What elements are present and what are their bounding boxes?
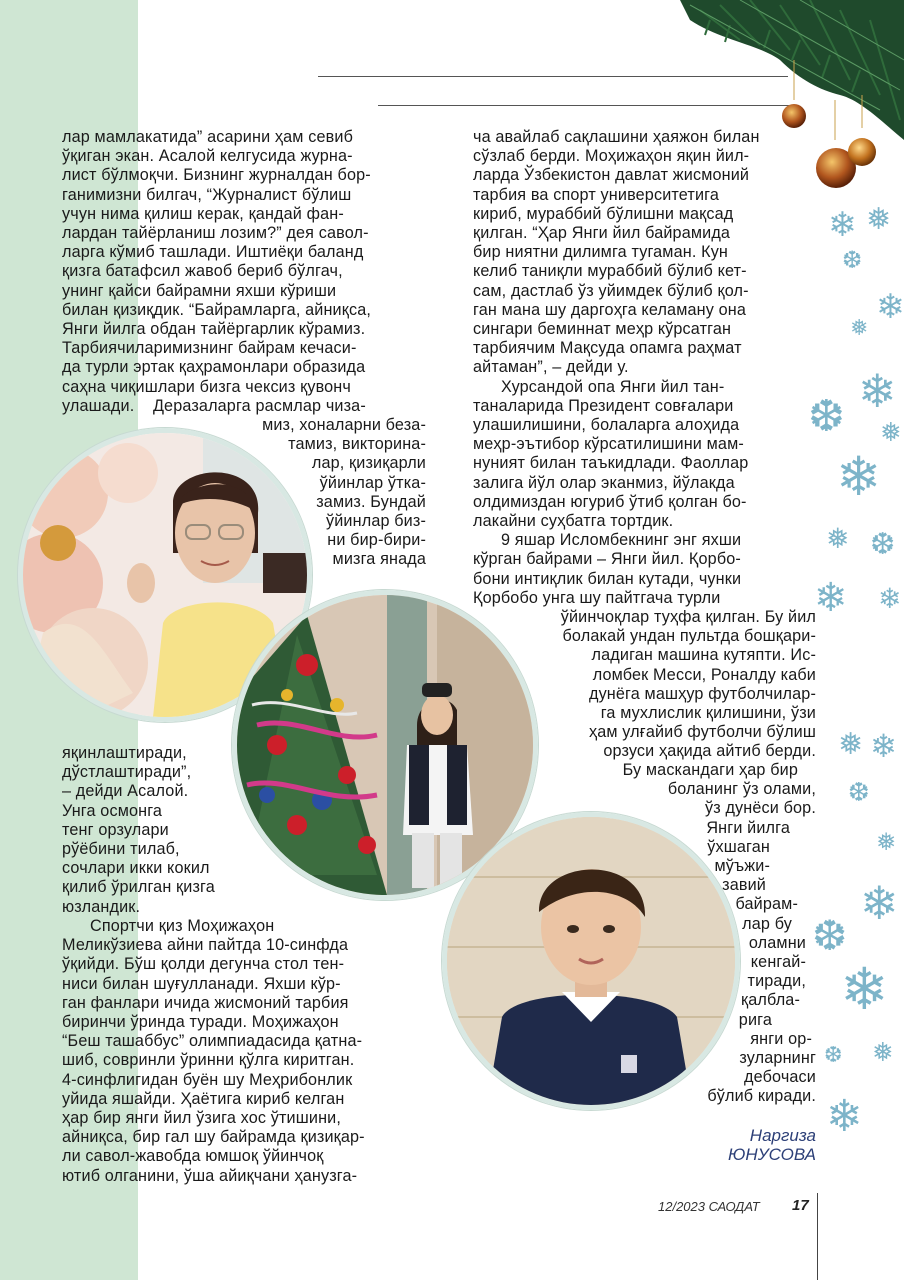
text-line: 9 яшар Исломбекнинг энг яхши	[501, 531, 742, 550]
snowflake-icon: ❄	[814, 575, 848, 621]
text-line: уйида яшайди. Ҳаётига кириб келган	[62, 1089, 345, 1108]
snowflake-icon: ❄	[878, 582, 902, 615]
text-line: дунёга машҳур футболчилар-	[588, 684, 816, 703]
snowflake-icon: ❅	[876, 828, 897, 856]
text-line: ютиб олганини, ўша айиқчани ҳанузга-	[62, 1166, 358, 1185]
text-line: яқинлаштиради,	[62, 744, 187, 762]
text-line: меҳр-эътибор кўрсатилишини мам-	[473, 435, 744, 454]
text-line: учун нима қилиш керак, қандай фан-	[62, 204, 344, 223]
footer-issue-label: 12/2023 САОДАТ	[658, 1199, 760, 1214]
text-line: 4-синфлигидан буён шу Меҳрибонлик	[62, 1070, 353, 1089]
right-text-wrap	[480, 608, 816, 762]
text-line: лардан тайёрланиш лозим?” дея савол-	[62, 224, 369, 243]
text-line: юзландик.	[62, 897, 141, 916]
text-line: ниси билан шуғулланади. Яхши кўр-	[62, 974, 341, 993]
text-line: боланинг ўз олами,	[667, 780, 816, 799]
left-text-top	[62, 128, 418, 416]
text-line: Унга осмонга	[62, 801, 163, 820]
text-line: ўйинлар ўтка-	[319, 473, 426, 492]
text-line: унинг қайси байрамни яхши кўриши	[62, 281, 337, 300]
text-line: саҳна чиқишлари бизга чексиз қувонч	[62, 377, 351, 396]
text-line: кириб, мураббий бўлишни мақсад	[473, 204, 734, 223]
left-text-wrap	[230, 416, 426, 570]
right-text-top	[473, 128, 823, 608]
snowflake-icon: ❄	[876, 287, 904, 327]
text-line: тарбиячим Мақсуда опамга раҳмат	[473, 339, 742, 358]
text-line: ларда Ўзбекистон давлат жисмоний	[473, 166, 750, 185]
text-line: ўйинчоқлар туҳфа қилган. Бу йил	[560, 608, 816, 626]
text-line: қалбла-	[741, 991, 800, 1010]
text-line: янги ор-	[750, 1029, 812, 1048]
text-line: лакайни суҳбатга тортдик.	[473, 512, 674, 531]
text-line: ган фанлари ичида жисмоний тарбия	[62, 993, 349, 1012]
snowflake-icon: ❅	[850, 316, 869, 341]
text-line: улашилишини, болаларга алоҳида	[473, 416, 740, 435]
text-line: зуларнинг	[739, 1049, 816, 1068]
text-line: завий	[722, 876, 766, 895]
text-line: Меликўзиева айни пайтда 10-синфда	[62, 936, 349, 955]
text-line: тенг орзулари	[62, 820, 169, 839]
snowflake-icon: ❆	[842, 246, 863, 274]
text-line: ган мана шу даргоҳга келаману она	[473, 300, 747, 319]
snowflake-icon: ❄	[870, 727, 897, 765]
snowflake-icon: ❆	[824, 1043, 843, 1068]
text-line: мўъжи-	[714, 857, 770, 876]
text-line: сингари беминнат меҳр кўрсатган	[473, 320, 732, 339]
snowflake-icon: ❅	[826, 522, 850, 555]
text-line: биринчи ўринда туради. Моҳижаҳон	[62, 1013, 339, 1032]
text-line: да турли эртак қаҳрамонлари образида	[62, 358, 366, 377]
text-line: ўйинлар биз-	[326, 512, 426, 531]
text-line: шиб, совринли ўринни қўлга киритган.	[62, 1051, 355, 1070]
snowflake-icon: ❅	[838, 727, 864, 762]
page-number: 17	[792, 1197, 809, 1214]
snowflake-icon: ❆	[808, 391, 845, 442]
text-line: дўстлаштиради”,	[62, 763, 192, 782]
snowflake-icon: ❆	[870, 527, 896, 562]
text-line: бир ниятни дилимга тугаман. Кун	[473, 243, 729, 262]
text-line: тиради,	[747, 972, 806, 991]
text-line: қилиб ўрилган қизга	[62, 878, 215, 897]
text-line: ни бир-бири-	[327, 531, 426, 550]
snowflake-icon: ❅	[880, 418, 902, 448]
text-line: кўрган байрами – Янги йил. Қорбо-	[473, 550, 741, 569]
snowflake-icon: ❅	[872, 1038, 894, 1068]
text-line: Тарбиячиларимизнинг байрам кечаси-	[62, 339, 357, 358]
text-line: ломбек Месси, Роналду каби	[592, 665, 816, 684]
text-line: таналарида Президент совғалари	[473, 396, 734, 415]
text-line: ҳар бир янги йил ўзига хос ўтишини,	[62, 1109, 342, 1128]
author-signature	[728, 1126, 816, 1164]
text-line: ўхшаган	[707, 837, 770, 856]
snowflake-icon: ❄	[836, 445, 882, 508]
snowflake-icon: ❄	[826, 1091, 863, 1142]
text-line: улашади. Деразаларга расмлар чиза-	[62, 396, 366, 415]
text-line: ҳам улғайиб футболчи бўлиш	[588, 723, 816, 742]
text-line: Янги йилга обдан тайёргарлик кўрамиз.	[62, 320, 366, 339]
text-line: лист бўлмоқчи. Бизнинг журналдан бор-	[62, 166, 371, 185]
text-line: “Беш ташаббус” олимпиадасида қатна-	[62, 1032, 363, 1051]
text-line: Бу маскандаги ҳар бир	[622, 761, 798, 779]
text-line: рига	[738, 1010, 772, 1029]
text-line: лар бу	[742, 914, 792, 933]
text-line: олдимиздан югуриб ўтиб қолган бо-	[473, 492, 747, 511]
text-line: лар мамлакатида” асарини ҳам севиб	[62, 128, 353, 146]
snowflake-icon: ❄	[828, 205, 857, 245]
text-line: ча авайлаб сақлашини ҳаяжон билан	[473, 128, 760, 146]
text-line: бони интиқлик билан кутади, чунки	[473, 569, 742, 588]
text-line: ли савол-жавобда юмшоқ ўйинчоқ	[62, 1147, 324, 1166]
text-line: ладиган машина кутяпти. Ис-	[591, 646, 816, 665]
text-line: рўёбини тилаб,	[62, 840, 180, 859]
author-last-name: ЮНУСОВА	[728, 1145, 816, 1164]
right-text-closing	[560, 761, 816, 1107]
left-text-bottom	[62, 917, 432, 1186]
snowflake-icon: ❆	[848, 778, 870, 808]
text-line: – дейди Асалой.	[62, 782, 189, 801]
text-line: ўз дунёси бор.	[704, 799, 816, 818]
text-line: билан қизиқдик. “Байрамларга, айниқса,	[62, 300, 372, 319]
text-line: кенгай-	[750, 953, 806, 972]
text-line: бўлиб киради.	[707, 1087, 816, 1106]
text-line: Янги йилга	[706, 818, 790, 837]
left-text-mid	[62, 744, 262, 917]
article-left-column	[62, 128, 418, 416]
text-line: миз, хоналарни беза-	[262, 416, 426, 434]
text-line: сочлари икки кокил	[62, 859, 210, 878]
text-line: болакай ундан пультда бошқари-	[562, 627, 816, 646]
text-line: қилган. “Ҳар Янги йил байрамида	[473, 224, 731, 243]
text-line: айниқса, бир гал шу байрамда қизиқар-	[62, 1128, 365, 1147]
text-line: тарбия ва спорт университетига	[473, 185, 719, 204]
text-line: лар, қизиқарли	[311, 454, 426, 473]
snowflake-icon: ❄	[858, 364, 897, 418]
text-line: тамиз, викторина-	[288, 435, 426, 454]
author-first-name: Наргиза	[749, 1126, 816, 1145]
text-line: ларга кўмиб ташлади. Иштиёқи баланд	[62, 243, 364, 262]
text-line: дебочаси	[744, 1068, 816, 1087]
snowflake-icon: ❅	[866, 202, 892, 237]
text-line: орзуси ҳақида айтиб берди.	[603, 742, 816, 761]
text-line: айтаман”, – дейди у.	[473, 358, 629, 377]
text-line: ўқиган экан. Асалой келгусида журна-	[62, 147, 353, 166]
text-line: ўқийди. Бўш қолди дегунча стол тен-	[62, 955, 345, 974]
text-line: Хурсандой опа Янги йил тан-	[501, 377, 725, 396]
text-line: оламни	[748, 933, 806, 952]
snowflake-icon: ❆	[812, 911, 848, 960]
text-line: байрам-	[735, 895, 798, 914]
text-line: Қорбобо унга шу пайтгача турли	[473, 588, 721, 607]
text-line: қизга батафсил жавоб бериб бўлгач,	[62, 262, 343, 281]
snowflake-icon: ❄	[860, 876, 899, 930]
text-line: сам, дастлаб ўз уйимдек бўлиб қол-	[473, 281, 749, 300]
text-line: келиб таниқли мураббий бўлиб кет-	[473, 262, 747, 281]
text-line: га мухлислик қилишини, ўзи	[600, 704, 816, 723]
text-line: Спортчи қиз Моҳижаҳон	[90, 917, 275, 935]
text-line: замиз. Бундай	[316, 492, 426, 511]
text-line: залига йўл олар эканмиз, йўлакда	[473, 473, 735, 492]
text-line: мизга янада	[332, 550, 426, 569]
snowflake-icon: ❄	[840, 955, 889, 1023]
text-line: ганимизни билгач, “Журналист бўлиш	[62, 185, 352, 204]
text-line: сўзлаб берди. Моҳижаҳон яқин йил-	[473, 147, 750, 166]
text-line: нуният билан таъкидлади. Фаоллар	[473, 454, 749, 473]
footer-divider	[817, 1193, 818, 1280]
